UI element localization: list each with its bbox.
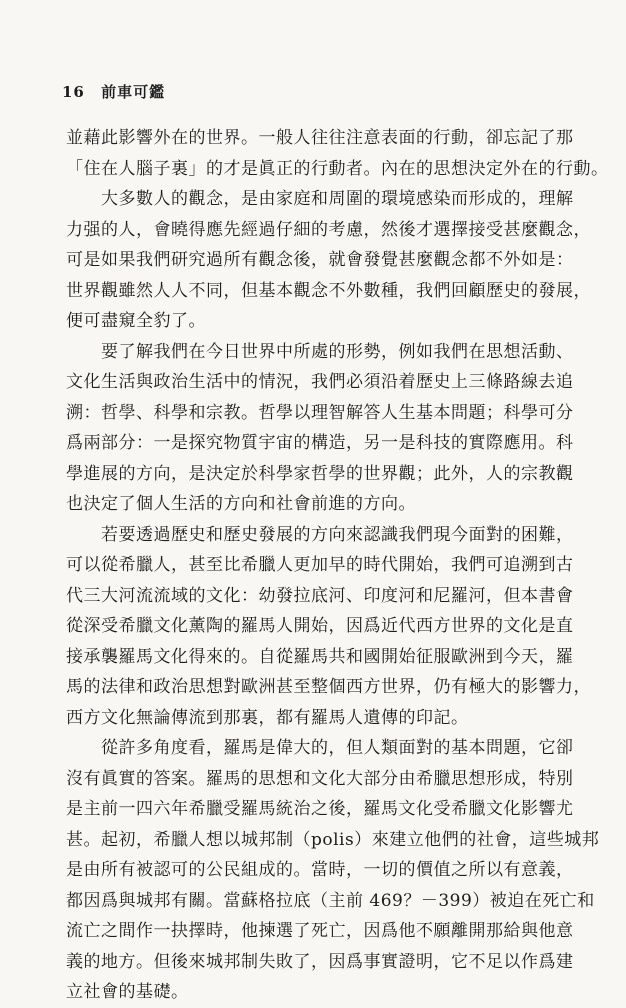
text-line: 「住在人腦子裏」的才是眞正的行動者。內在的思想決定外在的行動。 [66, 158, 609, 179]
text-line: 大多數人的觀念，是由家庭和周圍的環境感染而形成的，理解 [101, 189, 574, 209]
text-line: 沒有眞實的答案。羅馬的思想和文化大部分由希臘思想形成，特別 [66, 768, 574, 789]
text-line: 西方文化無論傳流到那裏，都有羅馬人遺傳的印記。 [66, 707, 469, 728]
text-line: 接承襲羅馬文化得來的。自從羅馬共和國開始征服歐洲到今天，羅 [66, 646, 574, 667]
text-line: 從深受希臘文化薰陶的羅馬人開始，因爲近代西方世界的文化是直 [66, 616, 574, 636]
text-line: 學進展的方向，是決定於科學家哲學的世界觀；此外，人的宗教觀 [66, 463, 574, 484]
paragraph-4 [66, 520, 591, 734]
text-line: 都因爲與城邦有關。當蘇格拉底（主前 469？－399）被迫在死亡和 [66, 890, 595, 911]
text-line: 世界觀雖然人人不同，但基本觀念不外數種，我們回顧歷史的發展， [66, 280, 591, 301]
text-line: 爲兩部分：一是探究物質宇宙的構造，另一是科技的實際應用。科 [66, 433, 574, 453]
text-line: 是由所有被認可的公民組成的。當時，一切的價值之所以有意義， [66, 860, 574, 880]
text-line: 代三大河流流域的文化：幼發拉底河、印度河和尼羅河，但本書會 [66, 585, 574, 606]
text-line: 力强的人，會曉得應先經過仔細的考慮，然後才選擇接受甚麼觀念， [66, 219, 591, 240]
text-line: 文化生活與政治生活中的情況，我們必須沿着歷史上三條路線去追 [66, 372, 574, 392]
text-line: 也決定了個人生活的方向和社會前進的方向。 [66, 494, 416, 514]
text-line: 若要透過歷史和歷史發展的方向來認識我們現今面對的困難， [101, 524, 574, 545]
text-line: 是主前一四六年希臘受羅馬統治之後，羅馬文化受希臘文化影響尤 [66, 799, 574, 819]
text-line: 溯：哲學、科學和宗教。哲學以理智解答人生基本問題；科學可分 [66, 402, 574, 423]
text-line: 並藉此影響外在的世界。一般人往往注意表面的行動，卻忘記了那 [66, 128, 574, 148]
paragraph-1 [66, 123, 609, 184]
text-line: 要了解我們在今日世界中所處的形勢，例如我們在思想活動、 [101, 341, 574, 362]
body-text [66, 123, 609, 1008]
book-title: 前車可鑑 [101, 83, 166, 101]
text-line: 便可盡窺全豹了。 [66, 311, 206, 331]
text-line: 立社會的基礎。 [66, 982, 189, 1002]
paragraph-2 [66, 184, 591, 337]
text-line: 從許多角度看，羅馬是偉大的，但人類面對的基本問題，它卻 [101, 738, 574, 758]
text-line: 義的地方。但後來城邦制失敗了，因爲事實證明，它不足以作爲建 [66, 951, 574, 972]
text-line: 甚。起初，希臘人想以城邦制（polis）來建立他們的社會，這些城邦 [66, 829, 600, 850]
page-number: 16 [62, 83, 85, 101]
running-head [62, 82, 165, 102]
text-line: 馬的法律和政治思想對歐洲甚至整個西方世界，仍有極大的影響力， [66, 677, 591, 697]
paragraph-3 [66, 337, 574, 520]
text-line: 可以從希臘人，甚至比希臘人更加早的時代開始，我們可追溯到古 [66, 555, 574, 575]
text-line: 流亡之間作一抉擇時，他揀選了死亡，因爲他不願離開那給與他意 [66, 921, 574, 941]
text-line: 可是如果我們研究過所有觀念後，就會發覺甚麼觀念都不外如是： [66, 250, 574, 270]
paragraph-5 [66, 733, 600, 1008]
